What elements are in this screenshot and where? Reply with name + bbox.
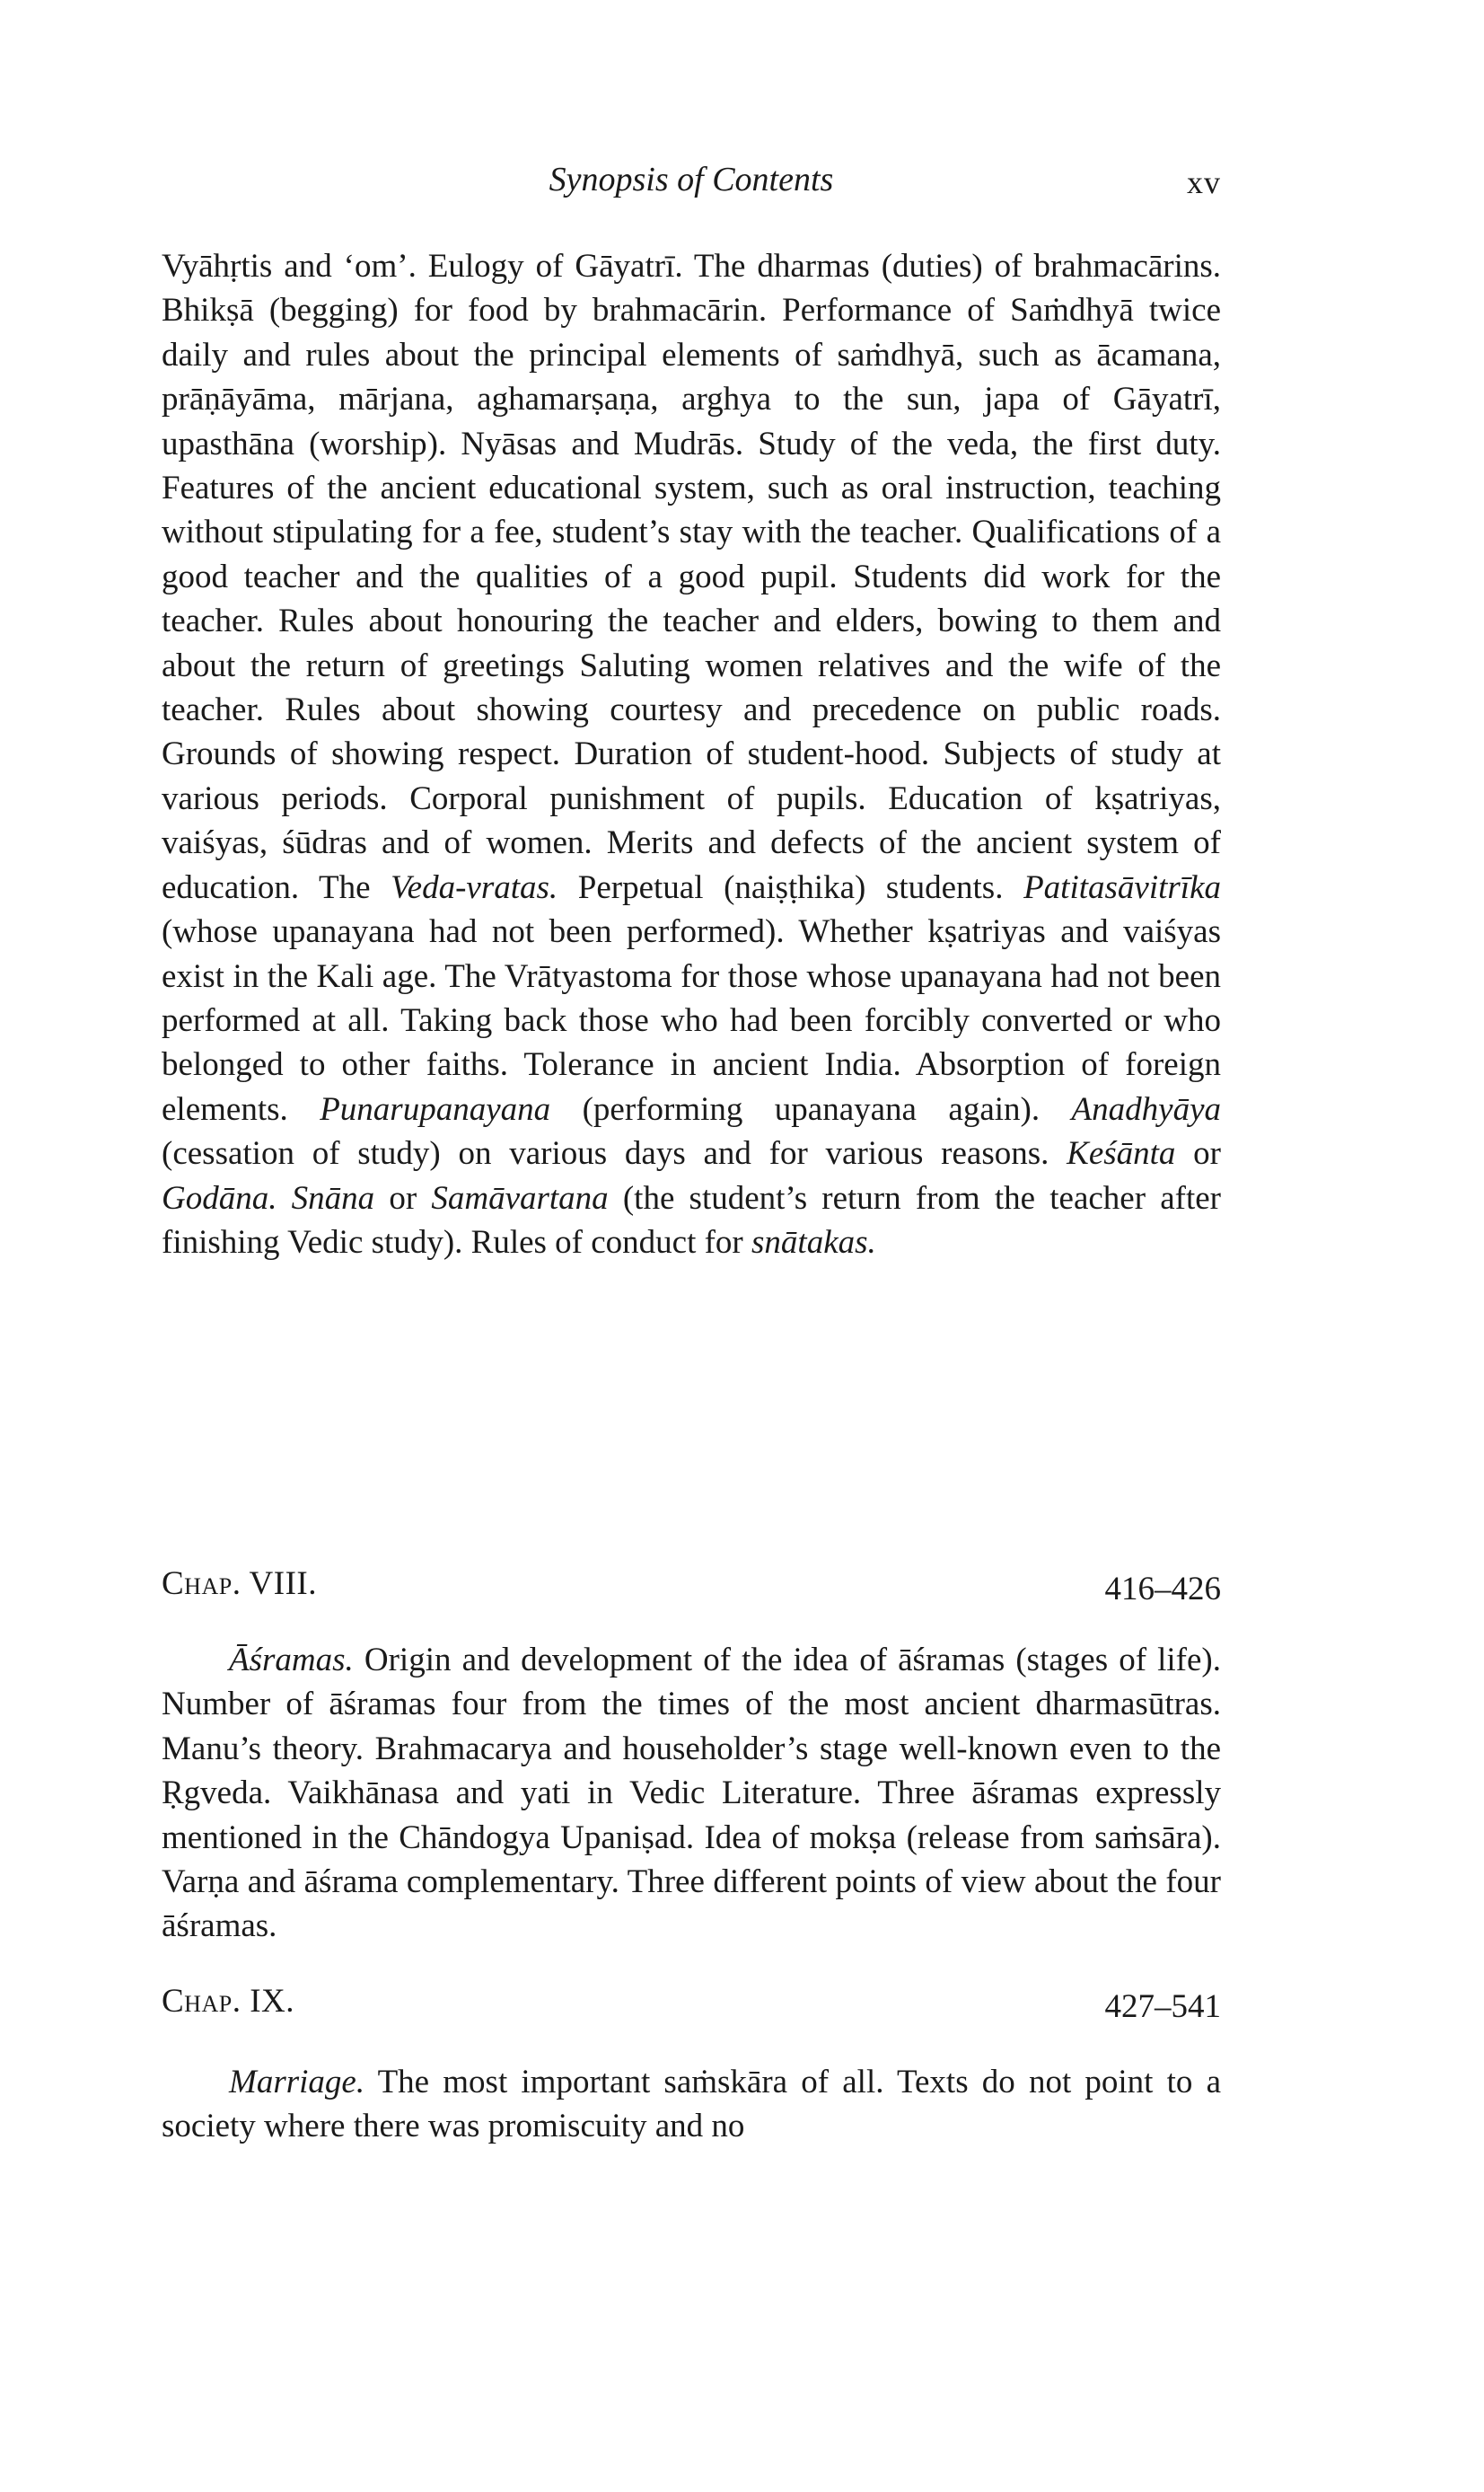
italic-term: Snāna — [291, 1179, 375, 1217]
text-run: Perpetual (naiṣṭhika) students. — [558, 868, 1024, 906]
italic-term: Patitasāvitrīka — [1023, 868, 1222, 906]
italic-term: Āśramas. — [229, 1642, 354, 1678]
italic-term: snātakas. — [751, 1223, 876, 1261]
text-run: or — [374, 1179, 432, 1217]
text-run: or — [1175, 1135, 1222, 1173]
italic-term: Marriage. — [229, 2064, 365, 2100]
italic-term: Punarupanayana — [320, 1090, 551, 1128]
chapter-8-heading — [162, 1564, 1221, 1609]
text-run: Origin and development of the idea of āśramas (stages of life). Number of āśramas four from the times of the most ancient dharmasūtras. Manu’s theory. Brahmacarya and householder’s stage well-known even to the Ṛgveda. Vaikhānasa and yati in Vedic Literature. Three āśramas expressly mentioned in the Chāndogya Upaniṣad. Idea of mokṣa (release from saṁsāra). Varṇa and āśrama complementary. Three different points of view about the four āśramas. — [162, 1642, 1221, 1945]
text-run: (whose upanayana had not been performed). Whether kṣatriyas and vaiśyas exist in the Kali age. The Vrātyastoma for those whose upanayana had not been performed at all. Taking back those who had been forcibly converted or who belonged to other faiths. Tolerance in ancient India. Absorption of foreign elements. — [162, 913, 1221, 1128]
chapter-7-continuation-paragraph — [162, 244, 1221, 1264]
chapter-label: Chap. VIII. — [162, 1565, 317, 1602]
text-run: The most important saṁskāra of all. Texts do not point to a society where there was promiscuity and no — [162, 2064, 1221, 2145]
chapter-page-range: 416–426 — [1104, 1571, 1221, 1607]
chapter-9-heading — [162, 1982, 1221, 2027]
chapter-label: Chap. IX. — [162, 1983, 294, 2020]
text-run: (the student’s return from the teacher after finishing Vedic study). Rules of conduct for — [162, 1179, 1221, 1261]
page-number: xv — [1187, 164, 1221, 200]
text-run — [277, 1180, 291, 1217]
text-run: (cessation of study) on various days and for various reasons. — [162, 1135, 1067, 1173]
italic-term: Anadhyāya — [1071, 1090, 1221, 1128]
italic-term: Keśānta — [1067, 1135, 1176, 1173]
italic-term: Samāvartana — [431, 1179, 609, 1217]
chapter-page-range: 427–541 — [1104, 1988, 1221, 2025]
text-run: (performing upanayana again). — [550, 1090, 1072, 1128]
running-title: Synopsis of Contents — [549, 161, 834, 198]
text-run: Vyāhṛtis and ‘om’. Eulogy of Gāyatrī. The dharmas (duties) of brahmacārins. Bhikṣā (begging) for food by brahmacārin. Performance of Saṁdhyā twice daily and rules about the principal elements of saṁdhyā, such as ācamana, prāṇāyāma, mārjana, aghamarṣaṇa, arghya to the sun, japa of Gāyatrī, upasthāna (worship). Nyāsas and Mudrās. Study of the veda, the first duty. Features of the ancient educational system, such as oral instruction, teaching without stipulating for a fee, student’s stay with the teacher. Qualifications of a good teacher and the qualities of a good pupil. Students did work for the teacher. Rules about honouring the teacher and elders, bowing to them and about the return of greetings Saluting women relatives and the wife of the teacher. Rules about showing courtesy and precedence on public roads. Grounds of showing respect. Duration of student-hood. Subjects of study at various periods. Corporal punishment of pupils. Education of kṣatriyas, vaiśyas, śūdras and of women. Merits and defects of the ancient system of education. The — [162, 248, 1221, 906]
italic-term: Godāna. — [162, 1179, 277, 1217]
chapter-8-summary-paragraph — [162, 1638, 1221, 1949]
running-header — [162, 160, 1221, 205]
chapter-9-summary-paragraph — [162, 2060, 1221, 2149]
italic-term: Veda-vratas. — [391, 868, 558, 906]
